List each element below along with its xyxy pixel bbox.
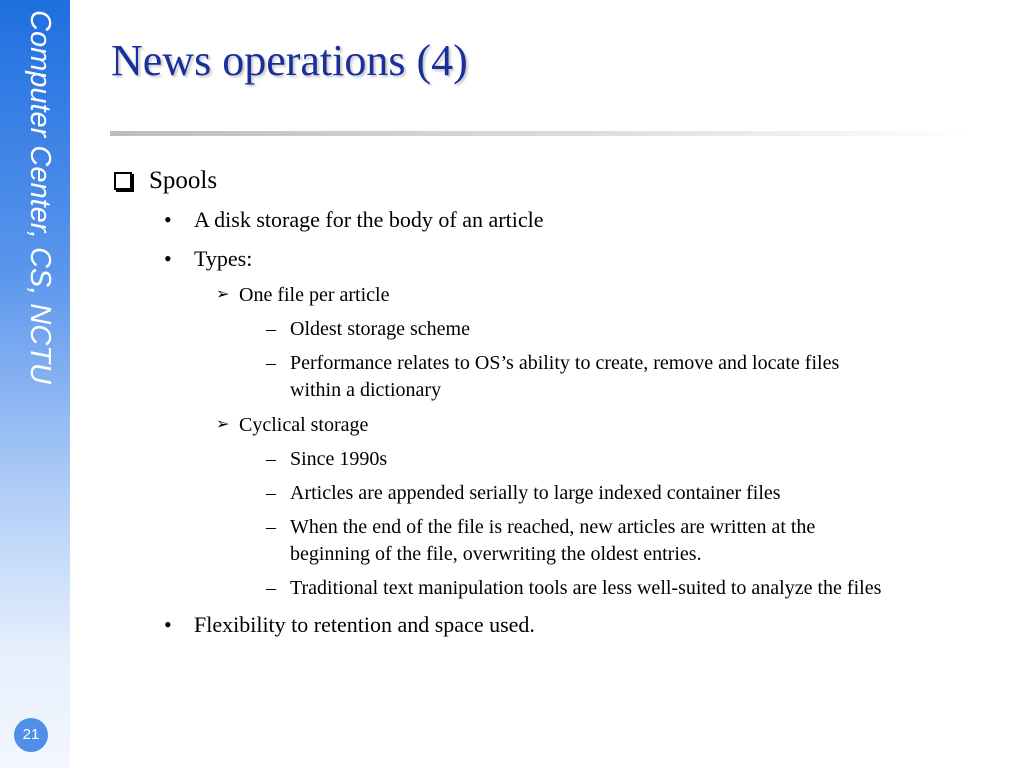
bullet-end-line2: beginning of the file, overwriting the oldest entries. [290, 543, 702, 565]
sidebar-label: Computer Center, CS, NCTU [24, 10, 56, 384]
slide-title: News operations (4) [111, 36, 468, 85]
bullet-end-line1: When the end of the file is reached, new articles are written at the [290, 516, 816, 538]
title-divider [110, 131, 970, 136]
bullet-since: Since 1990s [290, 448, 388, 470]
dash-bullet-icon: – [266, 448, 276, 470]
bullet-disk-storage: A disk storage for the body of an article [194, 207, 544, 232]
bullet-flexibility: Flexibility to retention and space used. [194, 612, 535, 637]
dot-bullet-icon: • [164, 207, 172, 232]
sidebar [0, 0, 70, 768]
dash-bullet-icon: – [266, 352, 276, 374]
dash-bullet-icon: – [266, 318, 276, 340]
dot-bullet-icon: • [164, 612, 172, 637]
bullet-appended: Articles are appended serially to large indexed container files [290, 482, 781, 504]
bullet-spools: Spools [149, 167, 218, 194]
checkbox-bullet-icon [114, 172, 132, 190]
dash-bullet-icon: – [266, 516, 276, 538]
bullet-oldest-scheme: Oldest storage scheme [290, 318, 470, 340]
bullet-cyclical: Cyclical storage [239, 414, 369, 436]
bullet-performance-line2: within a dictionary [290, 379, 442, 401]
dot-bullet-icon: • [164, 246, 172, 271]
page-number-badge: 21 [14, 718, 48, 752]
bullet-performance-line1: Performance relates to OS’s ability to create, remove and locate files [290, 352, 840, 374]
bullet-traditional: Traditional text manipulation tools are less well-suited to analyze the files [290, 577, 882, 599]
arrowhead-bullet-icon: ➢ [216, 416, 230, 433]
dash-bullet-icon: – [266, 577, 276, 599]
bullet-one-file: One file per article [239, 284, 390, 306]
arrowhead-bullet-icon: ➢ [216, 286, 230, 303]
dash-bullet-icon: – [266, 482, 276, 504]
bullet-types: Types: [194, 246, 253, 271]
